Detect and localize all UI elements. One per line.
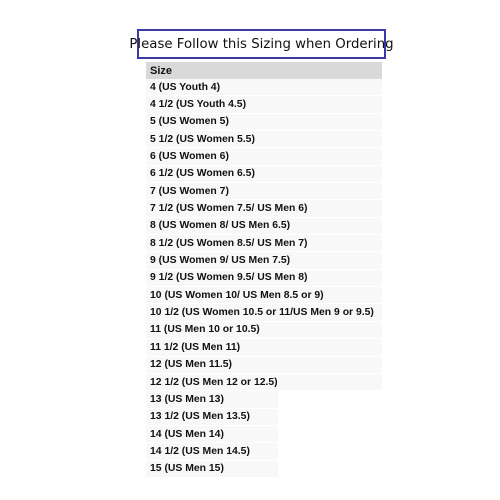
table-row: 4 (US Youth 4) <box>146 79 382 96</box>
table-row: 6 (US Women 6) <box>146 148 382 165</box>
table-row: 5 1/2 (US Women 5.5) <box>146 131 382 148</box>
table-row: 10 1/2 (US Women 10.5 or 11/US Men 9 or 9.5) <box>146 304 382 321</box>
table-row: 7 (US Women 7) <box>146 183 382 200</box>
table-row: 12 (US Men 11.5) <box>146 357 382 374</box>
table-row: 14 1/2 (US Men 14.5) <box>146 443 278 460</box>
table-row: 11 (US Men 10 or 10.5) <box>146 322 382 339</box>
table-row: 9 1/2 (US Women 9.5/ US Men 8) <box>146 270 382 287</box>
table-row: 13 (US Men 13) <box>146 391 278 408</box>
table-row: 4 1/2 (US Youth 4.5) <box>146 96 382 113</box>
table-row: 11 1/2 (US Men 11) <box>146 339 382 356</box>
table-row: 10 (US Women 10/ US Men 8.5 or 9) <box>146 287 382 304</box>
table-row: 13 1/2 (US Men 13.5) <box>146 409 278 426</box>
page-title: Please Follow this Sizing when Ordering <box>137 29 386 59</box>
table-row: 14 (US Men 14) <box>146 426 278 443</box>
table-row: 8 1/2 (US Women 8.5/ US Men 7) <box>146 235 382 252</box>
table-row: 12 1/2 (US Men 12 or 12.5) <box>146 374 382 391</box>
table-row: 6 1/2 (US Women 6.5) <box>146 166 382 183</box>
table-row: 7 1/2 (US Women 7.5/ US Men 6) <box>146 200 382 217</box>
table-row: 5 (US Women 5) <box>146 114 382 131</box>
size-table <box>146 62 382 478</box>
table-row: 9 (US Women 9/ US Men 7.5) <box>146 252 382 269</box>
table-row: 8 (US Women 8/ US Men 6.5) <box>146 218 382 235</box>
table-row: 15 (US Men 15) <box>146 461 278 478</box>
table-header: Size <box>146 62 382 79</box>
